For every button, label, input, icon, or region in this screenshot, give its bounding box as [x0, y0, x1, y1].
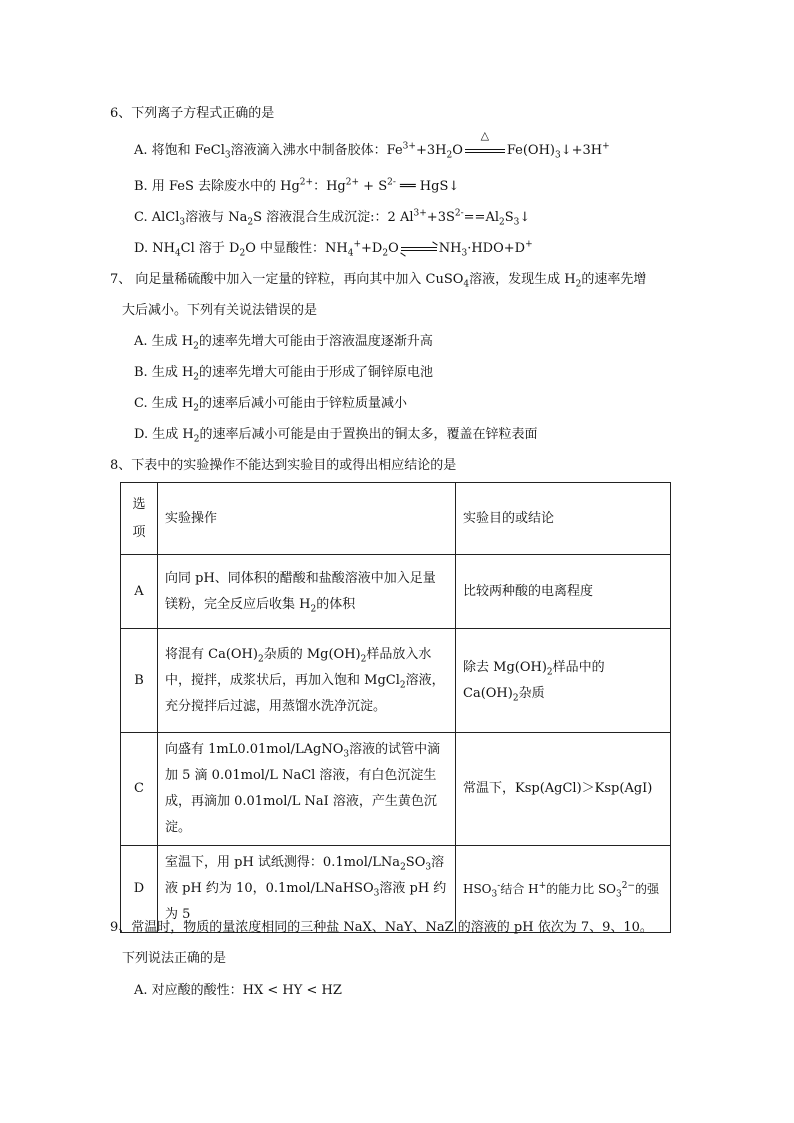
q6-option-c: C. AlCl$_3$溶液与 $Na_2S$ 溶液混合生成沉淀:：2 $Al^{3+}+3S^{2-}==Al_2S_3↓$	[134, 208, 531, 228]
row-conclusion: 除去 $Mg(OH)_2$样品中的 $Ca(OH)_2$杂质	[456, 629, 671, 733]
q7-option-c: C. 生成 $H_2$的速率后减小可能由于锌粒质量减小	[134, 396, 407, 414]
header-conclusion: 实验目的或结论	[456, 483, 671, 555]
table-row	[121, 555, 671, 629]
q6-stem: 6、下列离子方程式正确的是	[110, 106, 275, 121]
q7-option-b: B. 生成 $H_2$的速率先增大可能由于形成了铜锌原电池	[134, 365, 434, 383]
experiment-table	[120, 482, 671, 933]
q7-stem: 7、 向足量稀硫酸中加入一定量的锌粒，再向其中加入 CuSO$_4$溶液，发现生成 $H_2$的速率先增	[110, 272, 647, 290]
q8-stem: 8、下表中的实验操作不能达到实验目的或得出相应结论的是	[110, 458, 457, 473]
q7-stem-continuation: 大后减小。下列有关说法错误的是	[122, 303, 318, 318]
q7-option-d: D. 生成 $H_2$的速率后减小可能是由于置换出的铜太多，覆盖在锌粒表面	[134, 427, 538, 445]
q9-stem-continuation: 下列说法正确的是	[122, 951, 227, 966]
reversible-arrow-icon	[399, 239, 439, 259]
table-header-row	[121, 483, 671, 555]
heating-equals-sign: △	[463, 141, 507, 161]
row-operation: 将混有 $Ca(OH)_2$杂质的 $Mg(OH)_2$样品放入水中，搅拌，成浆状后，再加入饱和 MgCl$_2$溶液，充分搅拌后过滤，用蒸馏水洗净沉淀。	[158, 629, 456, 733]
row-operation: 室温下，用 pH 试纸测得：$0.1mol/LNa_2SO_3$溶液 pH 约为 10，0.1mol/LNaHSO$_3$溶液 pH 约为 5	[158, 846, 456, 933]
q9-stem: 9、常温时，物质的量浓度相同的三种盐 NaX、NaY、NaZ 的溶液的 pH 依次为 7、9、10。	[110, 920, 653, 935]
row-conclusion: 常温下，Ksp(AgCl)＞Ksp(AgI)	[456, 733, 671, 846]
q6-option-d: D. $NH_4Cl$ 溶于 $D_2O$ 中显酸性：$NH_4^++D_2O$ $NH_3\cdot HDO+D^+$	[134, 239, 533, 259]
table-row	[121, 733, 671, 846]
row-option-label: D	[121, 846, 158, 933]
row-option-label: B	[121, 629, 158, 733]
q9-option-a: A. 对应酸的酸性：HX < HY < HZ	[134, 983, 342, 998]
row-option-label: A	[121, 555, 158, 629]
row-operation: 向盛有 1mL0.01mol/LAgNO$_3$溶液的试管中滴加 5 滴 0.01mol/L NaCl 溶液，有白色沉淀生成，再滴加 0.01mol/L NaI 溶液，产生黄色沉淀。	[158, 733, 456, 846]
header-option: 选项	[121, 483, 158, 555]
q7-option-a: A. 生成 $H_2$的速率先增大可能由于溶液温度逐渐升高	[134, 334, 433, 352]
q6-option-a: A. 将饱和 FeCl$_3$溶液滴入沸水中制备胶体：$Fe^{3+}+3H_2O$ △ $Fe(OH)_3↓+3H^+$	[134, 129, 610, 161]
header-operation: 实验操作	[158, 483, 456, 555]
table-row	[121, 629, 671, 733]
row-conclusion: $HSO_3^-$结合 H+的能力比 $SO_3^{2-}$的强	[456, 846, 671, 933]
row-operation: 向同 pH、同体积的醋酸和盐酸溶液中加入足量镁粉，完全反应后收集 $H_2$的体积	[158, 555, 456, 629]
q6-option-b: B. 用 FeS 去除废水中的 $Hg^{2+}$：$Hg^{2+} + S^{2-}$ ══ HgS↓	[134, 177, 460, 194]
row-conclusion: 比较两种酸的电离程度	[456, 555, 671, 629]
row-option-label: C	[121, 733, 158, 846]
